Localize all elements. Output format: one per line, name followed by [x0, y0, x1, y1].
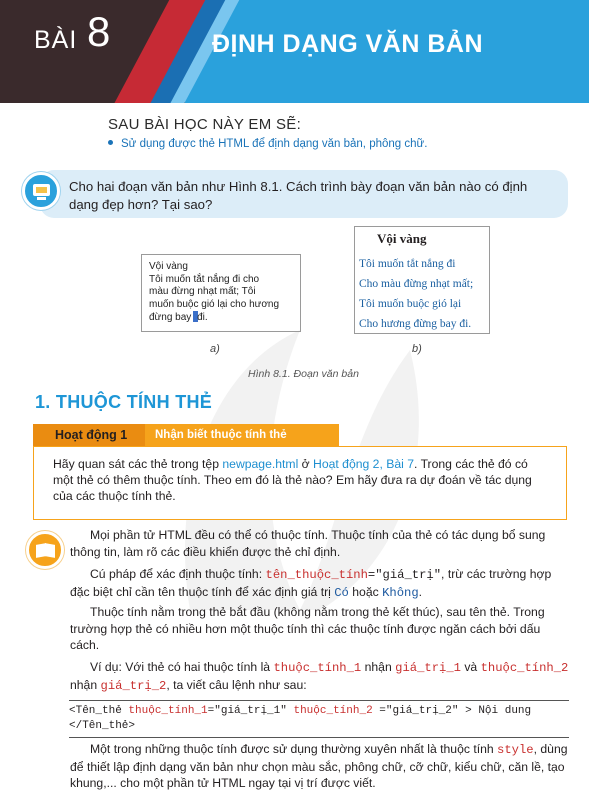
figure-b-line: Tôi muốn tắt nắng đi — [359, 258, 456, 270]
paragraph-attributes: Mọi phần tử HTML đều có thể có thuộc tính. Thuộc tính của thẻ có tác dụng bổ sung thông tin, làm rõ các điều khiển được thẻ chỉ định. — [70, 528, 546, 559]
activity-text: Hãy quan sát các thẻ trong tệp newpage.html ở Hoạt động 2, Bài 7. Trong các thẻ đó có một thẻ có thêm thuộc tính. Theo em đó là thẻ nào? Em hãy đưa ra dự đoán về tác dụng của các thuộc tính thẻ. — [53, 457, 532, 503]
lesson-header — [0, 0, 589, 103]
code-attr1: thuộc_tính_1 — [273, 661, 362, 675]
figure-b-line: Cho màu đừng nhạt mất; — [359, 278, 474, 290]
figure-b-title: Vội vàng — [377, 231, 427, 246]
question-line-2: dạng đẹp hơn? Tại sao? — [69, 197, 213, 212]
code-yes: Có — [334, 585, 349, 600]
figure-a-label: a) — [210, 343, 220, 355]
figure-b-line: Tôi muốn buộc gió lại — [359, 298, 462, 310]
bullet-icon — [108, 140, 113, 145]
figure-a-textbox — [141, 254, 301, 332]
paragraph-syntax: Cú pháp để xác định thuộc tính: tên_thuộc_tính="giá_trị", trừ các trường hợp đặc biệt chỉ cần tên thuộc tính để xác định giá trị Có hoặc Không. — [70, 567, 552, 600]
figure-a-line: màu đừng nhạt mất; Tôi — [149, 286, 256, 297]
question-text — [69, 178, 559, 214]
objective-text: Sử dụng được thẻ HTML để định dạng văn bản, phông chữ. — [121, 138, 428, 150]
code-example-box: <Tên_thẻ thuộc_tính_1="giá_trị_1" thuộc_tính_2 ="giá_trị_2" > Nội dung </Tên_thẻ> — [69, 700, 569, 738]
objectives-title: SAU BÀI HỌC NÀY EM SẼ: — [108, 116, 302, 133]
lesson-label: BÀI — [34, 26, 78, 54]
activity-link[interactable]: Hoạt động 2, Bài 7 — [313, 457, 415, 471]
figure-a-line: đừng bay đi. — [149, 312, 208, 323]
paragraph-placement: Thuộc tính nằm trong thẻ bắt đầu (không nằm trong thẻ kết thúc), sau tên thẻ. Trong trường hợp thẻ có nhiều hơn một thuộc tính thì các thuộc tính được ngăn cách bởi dấu cách. — [70, 605, 545, 652]
lesson-title: ĐỊNH DẠNG VĂN BẢN — [212, 30, 483, 58]
code-no: Không — [382, 585, 419, 600]
code-attr-value: ="giá_trị" — [367, 568, 442, 582]
figure-b-textbox — [354, 226, 490, 334]
activity-title: Nhận biết thuộc tính thẻ — [155, 429, 287, 441]
code-style: style — [497, 743, 534, 757]
code-attr2: thuộc_tính_2 — [480, 661, 569, 675]
question-line-1: Cho hai đoạn văn bản như Hình 8.1. Cách trình bày đoạn văn bản nào có định — [69, 179, 528, 194]
code-attr-name: tên_thuộc_tính — [265, 568, 368, 582]
paragraph-example: Ví dụ: Với thẻ có hai thuộc tính là thuộc_tính_1 nhận giá_trị_1 và thuộc_tính_2 nhận giá_trị_2, ta viết câu lệnh như sau: — [70, 660, 569, 693]
paragraph-style: Một trong những thuộc tính được sử dụng thường xuyên nhất là thuộc tính style, dùng để thiết lập định dạng văn bản như chọn màu sắc, phông chữ, cỡ chữ, kiểu chữ, căn lề, tạo khung,... cho một phần tử HTML ngay tại vị trí được viết. — [70, 742, 568, 790]
computer-screen-icon — [22, 172, 60, 210]
section-heading: 1. THUỘC TÍNH THẺ — [35, 392, 213, 412]
code-value1: giá_trị_1 — [395, 661, 461, 675]
figure-b-label: b) — [412, 343, 422, 355]
activity-number: Hoạt động 1 — [55, 428, 128, 442]
file-link[interactable]: newpage.html — [222, 457, 299, 471]
figure-a-line: muốn buộc gió lại cho hương — [149, 298, 279, 310]
figure-b-line: Cho hương đừng bay đi. — [359, 318, 472, 330]
lesson-number: 8 — [87, 8, 111, 55]
open-book-icon — [26, 531, 64, 569]
code-value2: giá_trị_2 — [100, 678, 167, 693]
figure-caption: Hình 8.1. Đoạn văn bản — [248, 368, 359, 380]
figure-a-line: Vội vàng — [149, 261, 188, 272]
objective-item — [108, 138, 427, 150]
figure-a-line: Tôi muốn tắt nắng đi cho — [149, 273, 260, 285]
